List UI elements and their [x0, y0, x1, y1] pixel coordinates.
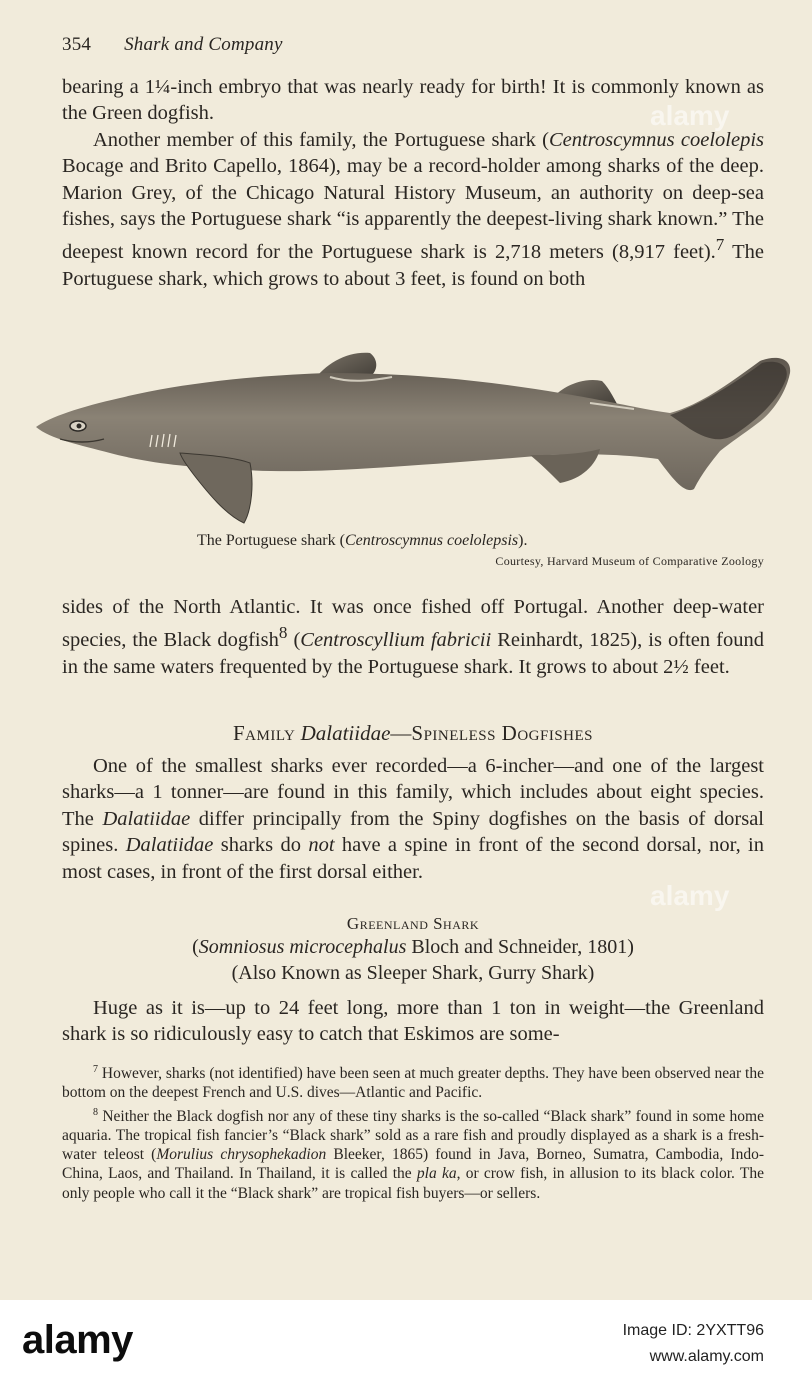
running-title: Shark and Company — [124, 34, 283, 55]
text-block-middle — [62, 594, 764, 680]
greenland-aka-line: (Also Known as Sleeper Shark, Gurry Shark) — [231, 962, 595, 984]
greenland-shark-heading: Greenland Shark — [346, 914, 480, 933]
species-name: Centroscyllium fabricii — [300, 629, 492, 652]
paragraph-dalatiidae: One of the smallest sharks ever recorded—a 6-incher—and one of the largest sharks—a 1 tonner—are found in this family, which includes about eight species. The Dalatiidae differ principally from the Spiny dogfishes on the basis of dorsal spines. Dalatiidae sharks do not have a spine in front of the second dorsal, nor, in most cases, in front of the first dorsal either. — [62, 755, 765, 883]
page-number: 354 — [62, 34, 92, 55]
text-block-dalatiidae — [62, 753, 764, 885]
alamy-logo: alamy — [22, 1318, 133, 1362]
page-header — [62, 34, 283, 56]
footnote-8: $^8$ Neither the Black dogfish nor any of these tiny sharks is the so-called “Black shark” found in some home aquaria. The tropical fish fancier’s “Black shark” sold as a rare fish and proudly displayed as a shark is a fresh-water teleost (Morulius chrysophekadion Bleeker, 1865) found in Java, Borneo, Sumatra, Cambodia, Indo-China, Laos, and Thailand. In Thailand, it is called the pla ka, or crow fish, in allusion to its black color. The only people who call it the “Black shark” are tropical fish buyers—or sellers. — [62, 1106, 764, 1202]
footnote-ref: 7 — [715, 235, 725, 255]
paragraph-greenland: Huge as it is—up to 24 feet long, more than 1 ton in weight—the Greenland shark is so ridiculously easy to catch that Eskimos are some- — [62, 997, 764, 1046]
paragraph-portuguese-shark: Another member of this family, the Portuguese shark (Centroscymnus coelolepis Bocage and Brito Capello, 1864), may be a record-holder among sharks of the deep. Marion Grey, of the Chicago Natural History Museum, an authority on deep-sea fishes, says the Portuguese shark “is apparently the deepest-living shark known.” The deepest known record for the Portuguese shark is 2,718 meters (8,917 feet).$^7$ The Portuguese shark, which grows to about 3 feet, is found on both — [62, 128, 764, 290]
watermark: alamy — [650, 880, 730, 911]
image-id: Image ID: 2YXTT96 — [622, 1322, 764, 1339]
species-name: Centroscymnus coelolepis — [548, 128, 764, 151]
figure-credit: Courtesy, Harvard Museum of Comparative Zoology — [495, 554, 764, 568]
paragraph-embryo: bearing a 1¼-inch embryo that was nearly ready for birth! It is commonly known as the Green dogfish. — [62, 76, 764, 125]
stock-footer — [0, 1300, 812, 1390]
paragraph-black-dogfish: sides of the North Atlantic. It was once fished off Portugal. Another deep-water species, the Black dogfish$^8$ (Centroscyllium fabricii Reinhardt, 1825), is often found in the same waters frequented by the Portuguese shark. It grows to about 2½ feet. — [62, 596, 764, 678]
footnotes — [62, 1060, 764, 1203]
footnote-7: $^7$ However, sharks (not identified) have been seen at much greater depths. They have been observed near the bottom on the deepest French and U.S. dives—Atlantic and Pacific. — [62, 1064, 764, 1102]
watermark: alamy — [650, 100, 730, 131]
footnote-ref: 8 — [278, 623, 288, 643]
greenland-species-line: (Somniosus microcephalus Bloch and Schneider, 1801) — [192, 936, 634, 958]
text-block-greenland — [62, 995, 764, 1048]
portuguese-shark-image — [30, 343, 792, 533]
shark-illustration — [30, 343, 792, 533]
family-heading: Family Dalatiidae—Spineless Dogfishes — [232, 721, 594, 745]
stock-url[interactable]: www.alamy.com — [649, 1348, 764, 1365]
pectoral-fin — [180, 453, 252, 523]
figure-caption: The Portuguese shark (Centroscymnus coelolepsis). — [197, 532, 528, 549]
shark-body — [36, 358, 790, 490]
